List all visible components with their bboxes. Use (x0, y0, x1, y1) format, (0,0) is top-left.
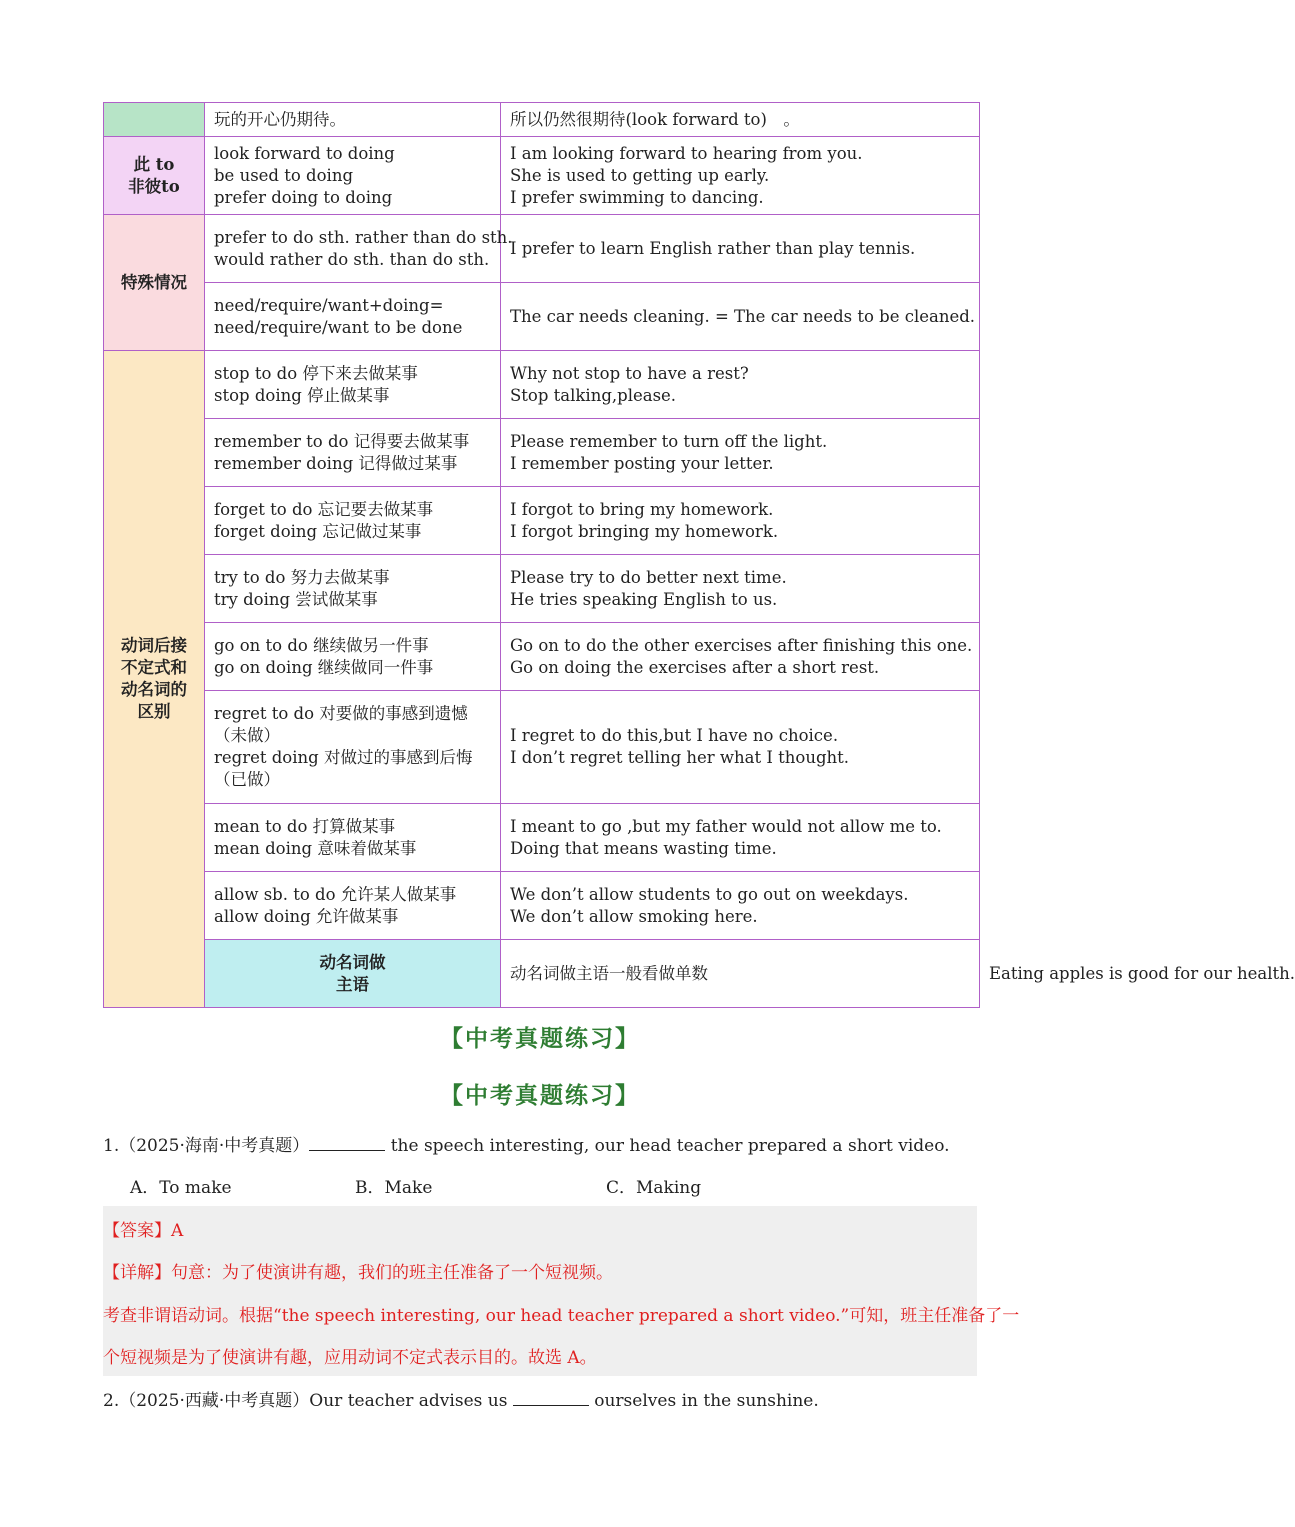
example-line: Please remember to turn off the light. (510, 431, 828, 451)
usage-cell (205, 137, 501, 215)
example-cell (501, 137, 980, 215)
table-row (104, 103, 980, 137)
example-line: I am looking forward to hearing from you. (510, 143, 863, 163)
section-title: 【中考真题练习】 (440, 1083, 640, 1109)
example-line: Go on to do the other exercises after finishing this one. (510, 635, 973, 655)
usage-line: be used to doing (214, 165, 354, 185)
table-row: 动名词做 主语 动名词做主语一般看做单数 Eating apples is good for our health. (104, 940, 980, 1008)
example-line: I prefer to learn English rather than play tennis. (510, 238, 916, 258)
example-cell (501, 804, 980, 872)
table-row (104, 623, 980, 691)
explanation-line: 个短视频是为了使演讲有趣，应用动词不定式表示目的。故选 A。 (103, 1348, 597, 1368)
category-label: 特殊情况 (121, 272, 187, 292)
example-cell (501, 103, 980, 137)
category-cell (104, 351, 205, 1008)
question-number: 2.（2025·西藏·中考真题）Our teacher advises us (103, 1391, 513, 1411)
table-row (104, 555, 980, 623)
example-line: Stop talking,please. (510, 385, 677, 405)
usage-cell (205, 872, 501, 940)
example-line: Go on doing the exercises after a short rest. (510, 657, 880, 677)
usage-line: mean to do 打算做某事 (214, 816, 396, 836)
usage-cell (205, 215, 513, 283)
example-line: I meant to go ,but my father would not allow me to. (510, 816, 942, 836)
table-row (104, 804, 980, 872)
detail-text: 【详解】句意：为了使演讲有趣，我们的班主任准备了一个短视频。 (103, 1263, 613, 1283)
usage-line: forget to do 忘记要去做某事 (214, 499, 434, 519)
usage-cell (205, 691, 501, 804)
usage-line: go on to do 继续做另一件事 (214, 635, 429, 655)
example-line: Doing that means wasting time. (510, 838, 777, 858)
usage-cell (205, 351, 501, 419)
category-label: 非彼to (128, 176, 180, 196)
question-number: 1.（2025·海南·中考真题） (103, 1136, 310, 1156)
section-title: 【中考真题练习】 (440, 1026, 640, 1052)
usage-line: forget doing 忘记做过某事 (214, 521, 422, 541)
example-cell (501, 419, 980, 487)
category-label: 动名词做 (319, 952, 386, 972)
example-line: Please try to do better next time. (510, 567, 787, 587)
usage-line: regret doing 对做过的事感到后悔（已做） (214, 748, 473, 789)
table-row (104, 137, 980, 215)
usage-cell (205, 487, 501, 555)
usage-line: try doing 尝试做某事 (214, 589, 378, 609)
category-cell (104, 103, 205, 137)
usage-line: prefer doing to doing (214, 187, 393, 207)
table-row (104, 283, 980, 351)
usage-line: allow sb. to do 允许某人做某事 (214, 884, 457, 904)
answer-label: 【答案】A (103, 1221, 184, 1241)
usage-line: try to do 努力去做某事 (214, 567, 390, 587)
usage-line: stop to do 停下来去做某事 (214, 363, 418, 383)
example-cell (501, 691, 980, 804)
usage-line: need/require/want+doing= (214, 295, 444, 315)
answer-blank[interactable] (309, 1136, 385, 1151)
question-1 (103, 1131, 950, 1156)
table-row (104, 487, 980, 555)
option-b[interactable]: B．Make (355, 1178, 433, 1198)
category-label: 动词后接 (121, 636, 187, 655)
example-cell (501, 215, 980, 283)
table-row (104, 419, 980, 487)
usage-line: go on doing 继续做同一件事 (214, 657, 434, 677)
example-line: I don’t regret telling her what I thought. (510, 748, 850, 767)
category-label: 动名词的 (121, 680, 187, 699)
usage-line: remember to do 记得要去做某事 (214, 431, 470, 451)
table-row (104, 215, 980, 283)
example-line: I prefer swimming to dancing. (510, 187, 764, 207)
category-cell (205, 940, 501, 1008)
question-2 (103, 1386, 819, 1411)
example-line: He tries speaking English to us. (510, 589, 778, 609)
usage-line: 玩的开心仍期待。 (214, 109, 346, 129)
example-cell (501, 283, 980, 351)
usage-line: need/require/want to be done (214, 317, 463, 337)
usage-cell (205, 804, 501, 872)
usage-line: prefer to do sth. rather than do sth. (214, 227, 513, 247)
example-line: I forgot to bring my homework. (510, 499, 774, 519)
example-cell (501, 623, 980, 691)
option-a[interactable]: A．To make (130, 1178, 232, 1198)
usage-line: regret to do 对要做的事感到遗憾（未做） (214, 704, 468, 745)
question-text: ourselves in the sunshine. (588, 1391, 819, 1411)
usage-cell (501, 940, 980, 1008)
usage-line: stop doing 停止做某事 (214, 385, 390, 405)
table-row (104, 872, 980, 940)
usage-cell (205, 103, 501, 137)
option-c[interactable]: C．Making (606, 1178, 702, 1198)
usage-cell (205, 283, 501, 351)
category-cell (104, 215, 205, 351)
explanation-line: 考查非谓语动词。根据“the speech interesting, our head teacher prepared a short video.”可知，班主任准备了一 (103, 1306, 1020, 1326)
usage-line: remember doing 记得做过某事 (214, 453, 458, 473)
example-cell (501, 872, 980, 940)
usage-cell (205, 555, 501, 623)
example-line: The car needs cleaning. = The car needs to be cleaned. (510, 306, 976, 326)
question-text: the speech interesting, our head teacher prepared a short video. (385, 1136, 950, 1156)
category-label: 主语 (336, 974, 369, 994)
grammar-table (103, 102, 1295, 1008)
category-label: 区别 (137, 702, 171, 721)
usage-line: would rather do sth. than do sth. (214, 249, 490, 269)
usage-line: look forward to doing (214, 143, 395, 163)
example-cell (501, 555, 980, 623)
category-label: 此 to (133, 154, 175, 174)
usage-line: allow doing 允许做某事 (214, 906, 399, 926)
example-line: She is used to getting up early. (510, 165, 770, 185)
example-cell (501, 487, 980, 555)
example-line: Why not stop to have a rest? (510, 363, 749, 383)
example-line: 所以仍然很期待(look forward to) 。 (510, 109, 800, 129)
usage-cell (205, 623, 501, 691)
example-line: I remember posting your letter. (510, 453, 774, 473)
answer-blank[interactable] (513, 1391, 589, 1406)
example-line: We don’t allow smoking here. (510, 906, 758, 926)
example-line: I forgot bringing my homework. (510, 521, 779, 541)
usage-line: mean doing 意味着做某事 (214, 838, 417, 858)
usage-cell (205, 419, 501, 487)
category-cell (104, 137, 205, 215)
table-row (104, 351, 980, 419)
table-row (104, 691, 980, 804)
example-cell (501, 351, 980, 419)
usage-line: 动名词做主语一般看做单数 (510, 963, 708, 983)
example-line: We don’t allow students to go out on weekdays. (510, 884, 909, 904)
category-label: 不定式和 (121, 658, 187, 677)
example-line: I regret to do this,but I have no choice. (510, 726, 839, 745)
